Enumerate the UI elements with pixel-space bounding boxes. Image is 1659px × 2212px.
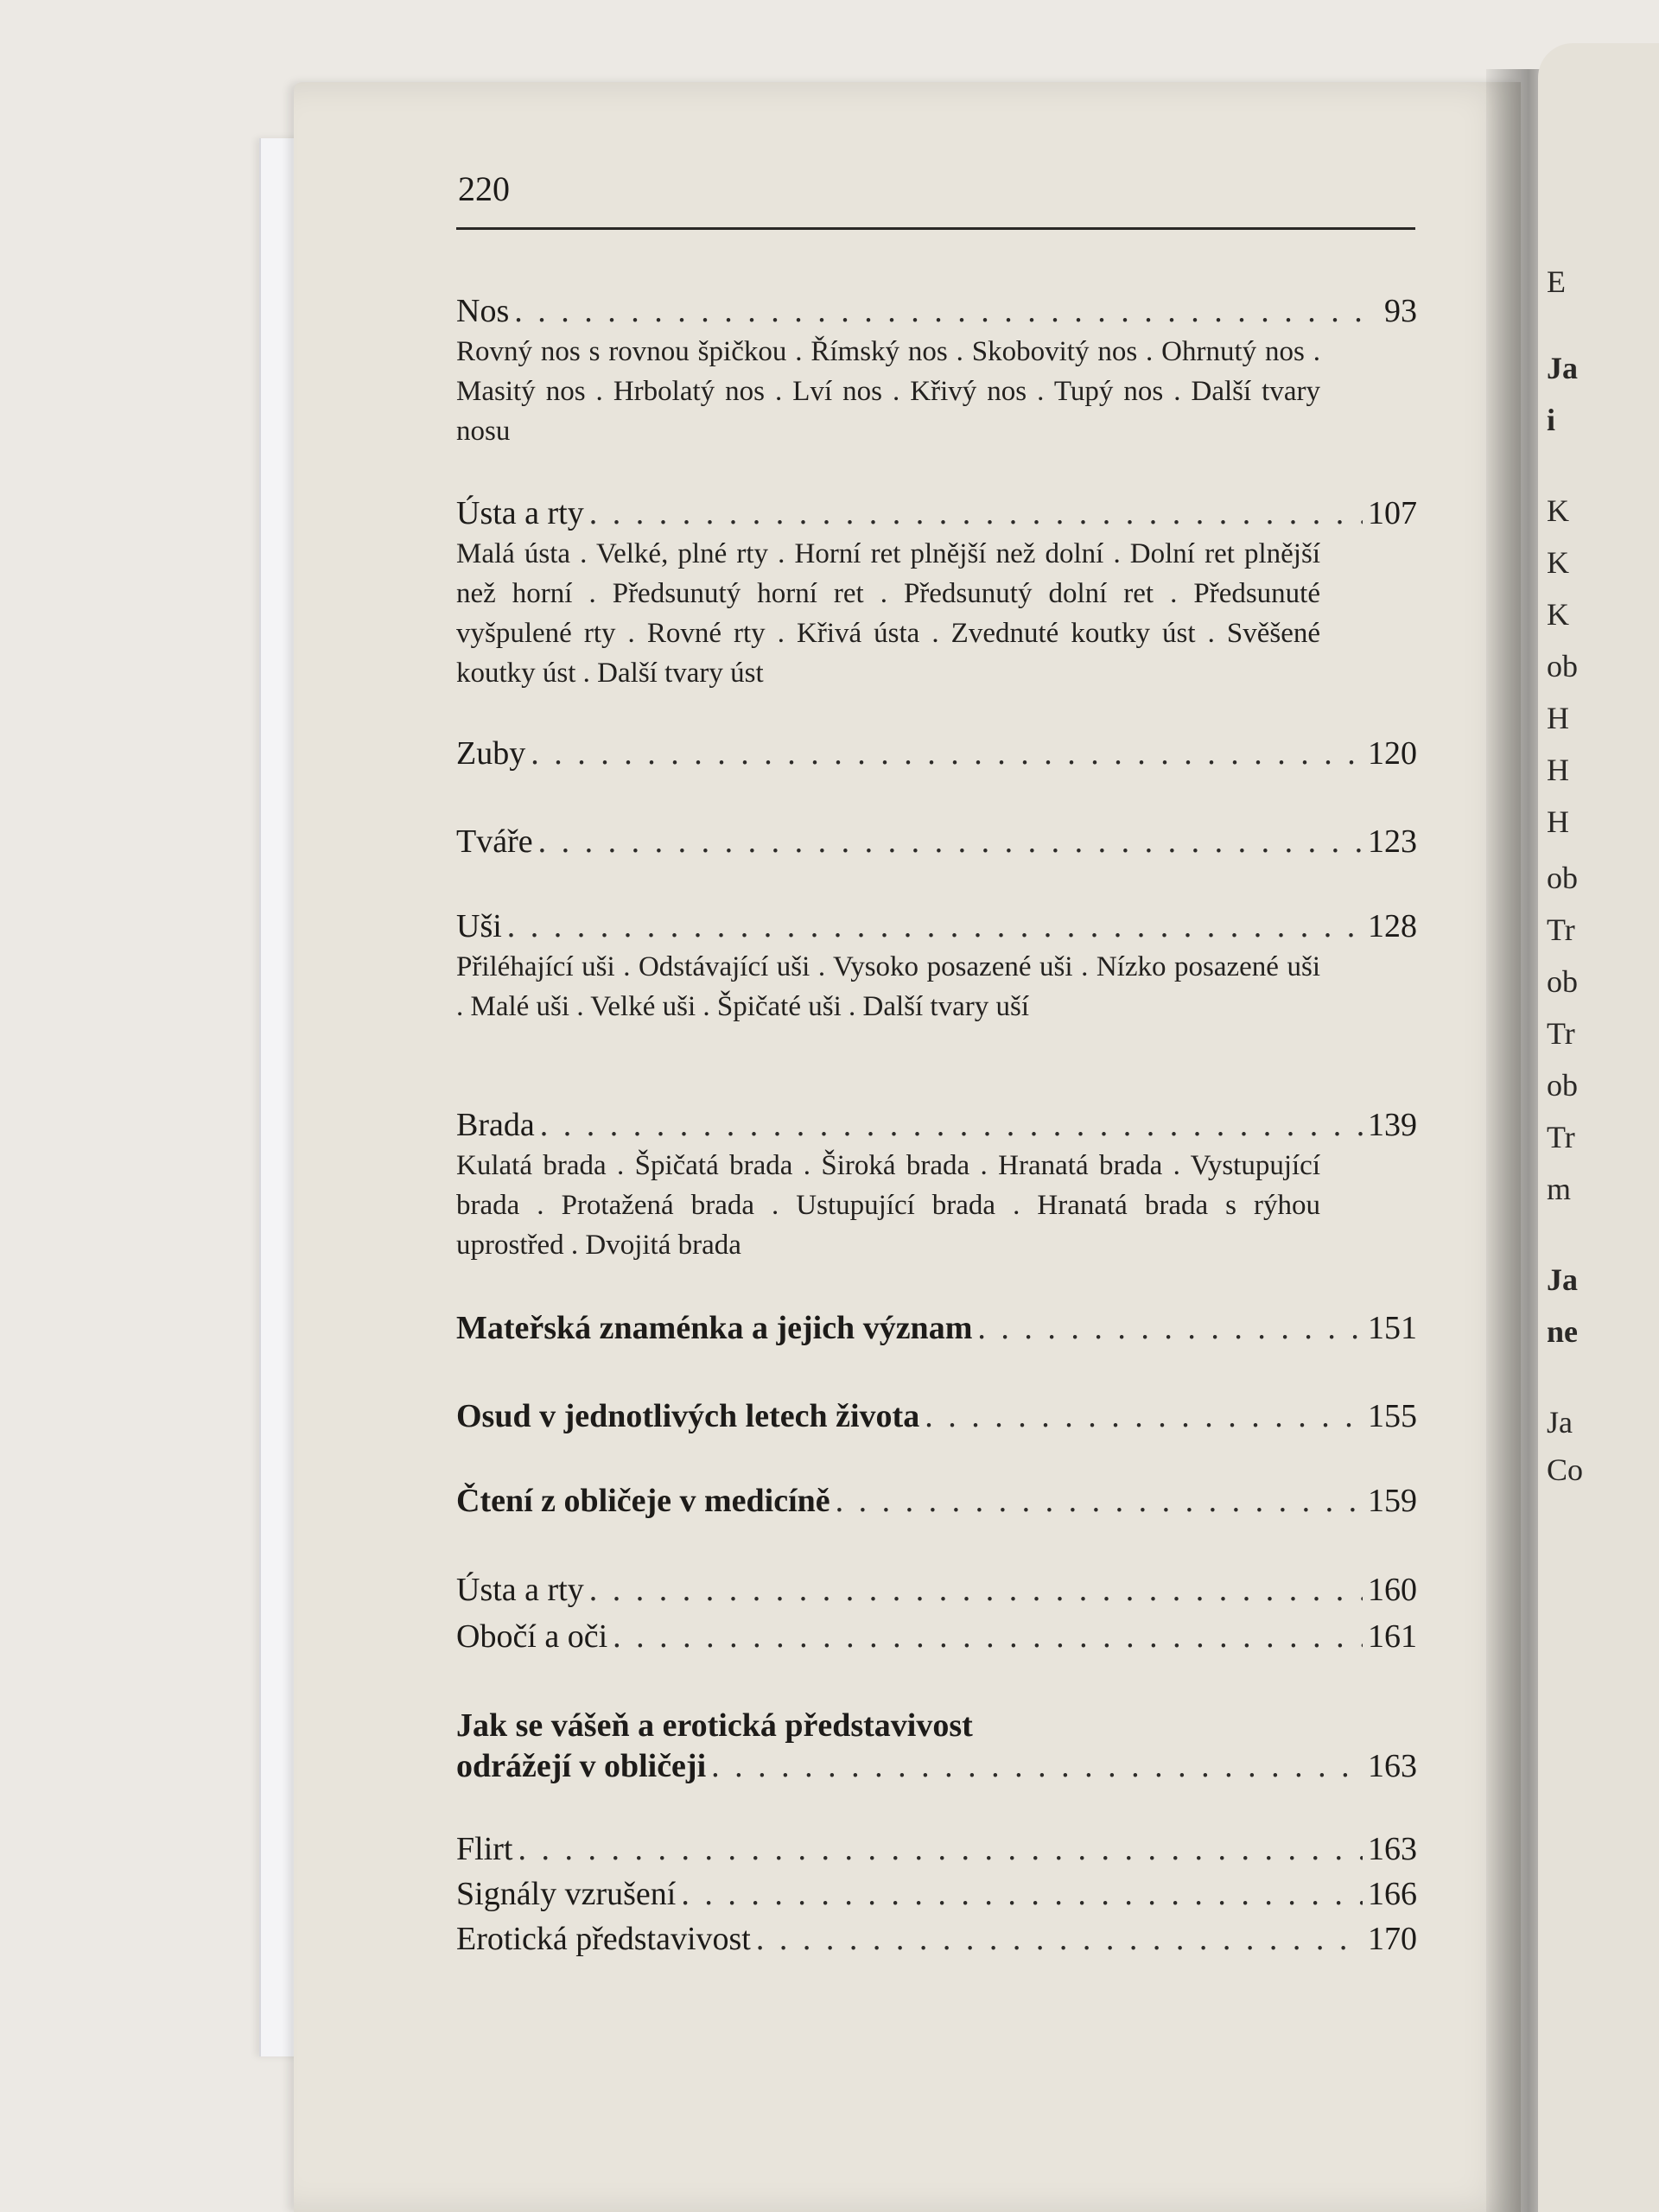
toc-entry xyxy=(456,1704,1417,1785)
toc-entry-page: 163 xyxy=(1368,1748,1417,1784)
page-number: 220 xyxy=(458,169,510,208)
toc-entry-page: 139 xyxy=(1368,1107,1417,1143)
leader-dots xyxy=(613,1618,1363,1656)
leader-dots xyxy=(589,1571,1363,1609)
toc-entry-page: 159 xyxy=(1368,1483,1417,1519)
toc-entry-title: Ústa a rty xyxy=(456,495,584,531)
toc-entry-page: 120 xyxy=(1368,735,1417,772)
toc-entry-title: Čtení z obličeje v medicíně xyxy=(456,1483,830,1519)
toc-entry-title-line1: Jak se vášeň a erotická představivost xyxy=(456,1707,973,1744)
right-page-fragment: H xyxy=(1547,804,1569,839)
toc-entry xyxy=(456,494,1417,693)
leader-dots xyxy=(756,1920,1363,1958)
right-page-fragment: K xyxy=(1547,493,1569,528)
leader-dots xyxy=(836,1482,1363,1520)
toc-entry-subtopics: Malá ústa . Velké, plné rty . Horní ret plnější než dolní . Dolní ret plnější než horní . Předsunutý horní ret . Předsunutý dolní ret . Předsunuté vyšpulené rty . Rovné rty . Křivá ústa . Zvednuté koutky úst . Svěšené koutky úst . Další tvary úst xyxy=(456,538,1320,689)
toc-entry-page: 161 xyxy=(1368,1618,1417,1655)
toc-entry xyxy=(456,1830,1417,1868)
toc-entry-page: 128 xyxy=(1368,908,1417,944)
toc-entry-title: Zuby xyxy=(456,735,526,772)
toc-entry-title: Brada xyxy=(456,1107,535,1143)
right-page-fragment: ob xyxy=(1547,1068,1578,1103)
toc-entry-page: 163 xyxy=(1368,1831,1417,1867)
toc-entry-title: Osud v jednotlivých letech života xyxy=(456,1398,920,1434)
right-page-fragment: K xyxy=(1547,597,1569,632)
page-header xyxy=(456,168,1417,230)
right-page-fragment: Ja xyxy=(1547,1262,1578,1297)
toc-entry-title: Uši xyxy=(456,908,502,944)
toc-entry-page: 160 xyxy=(1368,1572,1417,1608)
toc-entry-title: Flirt xyxy=(456,1831,513,1867)
toc-entry-subtopics: Přiléhající uši . Odstávající uši . Vysoko posazené uši . Nízko posazené uši . Malé uši . Velké uši . Špičaté uši . Další tvary uší xyxy=(456,951,1320,1022)
leader-dots xyxy=(540,1106,1363,1144)
leader-dots xyxy=(514,292,1379,330)
leader-dots xyxy=(925,1397,1363,1435)
right-page xyxy=(1538,43,1659,2212)
toc-entry xyxy=(456,734,1417,772)
toc-entry-title: Ústa a rty xyxy=(456,1572,584,1608)
right-page-fragment: i xyxy=(1547,403,1556,437)
right-page-fragment: E xyxy=(1547,264,1566,299)
toc-entry xyxy=(456,1571,1417,1609)
toc-entry xyxy=(456,1397,1417,1435)
right-page-fragment: H xyxy=(1547,753,1569,787)
leader-dots xyxy=(711,1747,1363,1785)
toc-entry-page: 123 xyxy=(1368,823,1417,860)
toc-entry-page: 166 xyxy=(1368,1876,1417,1912)
toc-entry xyxy=(456,1920,1417,1958)
toc-entry-page: 93 xyxy=(1384,293,1417,329)
leader-dots xyxy=(518,1830,1363,1868)
right-page-fragment: Co xyxy=(1547,1452,1584,1487)
toc-entry-subtopics: Kulatá brada . Špičatá brada . Široká brada . Hranatá brada . Vystupující brada . Protažená brada . Ustupující brada . Hranatá brada s rýhou uprostřed . Dvojitá brada xyxy=(456,1150,1320,1261)
right-page-fragment: Tr xyxy=(1547,1016,1575,1051)
toc-entry-title: Tváře xyxy=(456,823,533,860)
toc-entry-page: 151 xyxy=(1368,1310,1417,1346)
toc-entry-title: Nos xyxy=(456,293,510,329)
right-page-fragment: Ja xyxy=(1547,351,1578,385)
toc-entry-title: Signály vzrušení xyxy=(456,1876,677,1912)
right-page-fragment: Tr xyxy=(1547,1120,1575,1154)
right-page-fragment: ob xyxy=(1547,861,1578,895)
toc-entry-page: 170 xyxy=(1368,1921,1417,1957)
toc-entry-page: 155 xyxy=(1368,1398,1417,1434)
toc-entry xyxy=(456,1482,1417,1520)
right-page-fragment: ob xyxy=(1547,649,1578,683)
header-rule xyxy=(456,227,1415,230)
toc-entry xyxy=(456,1309,1417,1347)
leader-dots xyxy=(589,494,1363,532)
leader-dots xyxy=(507,907,1363,945)
leader-dots xyxy=(681,1875,1363,1913)
right-page-fragment: ob xyxy=(1547,964,1578,999)
toc-entry-subtopics: Rovný nos s rovnou špičkou . Římský nos . Skobovitý nos . Ohrnutý nos . Masitý nos . Hrbolatý nos . Lví nos . Křivý nos . Tupý nos . Další tvary nosu xyxy=(456,336,1320,447)
right-page-fragment: Ja xyxy=(1547,1405,1573,1440)
toc-entry xyxy=(456,1875,1417,1913)
leader-dots xyxy=(531,734,1363,772)
toc-entry-title: Erotická představivost xyxy=(456,1921,751,1957)
toc-entry-page: 107 xyxy=(1368,495,1417,531)
toc-entry xyxy=(456,823,1417,861)
right-page-fragment: Tr xyxy=(1547,912,1575,947)
leader-dots xyxy=(538,823,1363,861)
leader-dots xyxy=(977,1309,1363,1347)
toc-entry xyxy=(456,907,1417,1027)
toc-entry xyxy=(456,1618,1417,1656)
toc-entry-title: Obočí a oči xyxy=(456,1618,608,1655)
toc-entry xyxy=(456,292,1417,451)
right-page-fragment: H xyxy=(1547,701,1569,735)
right-page-fragment: ne xyxy=(1547,1314,1578,1349)
toc-entry-title: odrážejí v obličeji xyxy=(456,1748,707,1784)
right-page-fragment: m xyxy=(1547,1172,1572,1206)
toc-entry xyxy=(456,1106,1417,1265)
right-page-fragment: K xyxy=(1547,545,1569,580)
toc-entry-title: Mateřská znaménka a jejich význam xyxy=(456,1310,973,1346)
